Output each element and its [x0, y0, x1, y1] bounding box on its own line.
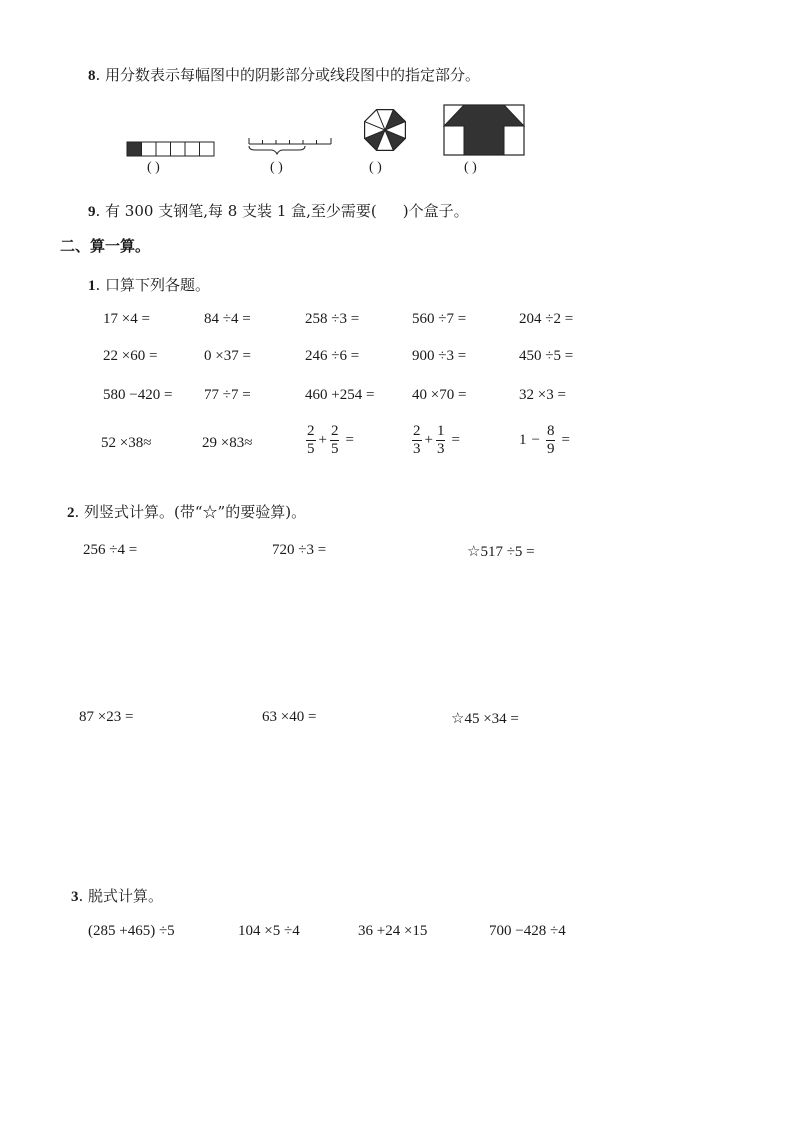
fraction-expression: $\frac{2}{5}$ + $\frac{2}{5}$ =: [307, 423, 354, 457]
oral-calc-item: 29 ×83≈: [202, 435, 253, 451]
oral-calc-item: 450 ÷5 =: [519, 348, 574, 364]
vertical-calc-item: 256 ÷4 =: [83, 542, 138, 558]
fraction-expression: 1 − $\frac{8}{9}$ =: [519, 423, 570, 457]
question-number: 8: [88, 68, 96, 84]
question-number: 2: [67, 505, 75, 521]
stepwise-calc-item: 700 −428 ÷4: [489, 923, 566, 939]
oral-calc-item: 40 ×70 =: [412, 387, 467, 403]
shaded-cell: [127, 142, 142, 156]
stepwise-calc-item: 36 +24 ×15: [358, 923, 428, 939]
oral-calc-item: 900 ÷3 =: [412, 348, 467, 364]
oral-calc-item: 246 ÷6 =: [305, 348, 360, 364]
fraction: $\frac{1}{3}$: [436, 423, 445, 457]
fraction: $\frac{2}{5}$: [330, 423, 339, 457]
oral-calc-item: 258 ÷3 =: [305, 311, 360, 327]
oral-calc-item: 32 ×3 =: [519, 387, 566, 403]
arrow-rectangle-figure: [443, 104, 525, 156]
answer-blank[interactable]: ( ): [464, 160, 477, 175]
question-number: 3: [71, 889, 79, 905]
oral-calc-item: 560 ÷7 =: [412, 311, 467, 327]
vertical-calc-item: ☆45 ×34 =: [451, 711, 519, 727]
strip-bar-figure: [126, 140, 216, 158]
vertical-calc-item: 63 ×40 =: [262, 709, 317, 725]
stepwise-calc-item: 104 ×5 ÷4: [238, 923, 300, 939]
section-title: 二、算一算。: [60, 237, 151, 255]
question-text: )个盒子。: [402, 202, 469, 220]
answer-blank[interactable]: ( ): [270, 160, 283, 175]
answer-blank[interactable]: ( ): [147, 160, 160, 175]
vertical-calc-item: 720 ÷3 =: [272, 542, 327, 558]
oral-calc-item: 84 ÷4 =: [204, 311, 251, 327]
question-number: 9: [88, 204, 96, 220]
oral-calc-item: 0 ×37 =: [204, 348, 251, 364]
vertical-calc-item: 87 ×23 =: [79, 709, 134, 725]
oral-calc-item: 52 ×38≈: [101, 435, 152, 451]
part-3-title: 3. 脱式计算。: [71, 887, 164, 905]
oral-calc-item: 22 ×60 =: [103, 348, 158, 364]
fraction: $\frac{2}{5}$: [307, 423, 315, 457]
fraction: $\frac{2}{3}$: [413, 423, 421, 457]
brace-icon: [249, 146, 305, 154]
oral-calc-item: 580 −420 =: [103, 387, 173, 403]
question-9: [88, 200, 469, 221]
oral-calc-item: 204 ÷2 =: [519, 311, 574, 327]
answer-blank[interactable]: ( ): [369, 160, 382, 175]
vertical-calc-item: ☆517 ÷5 =: [467, 544, 535, 560]
oral-calc-item: 460 +254 =: [305, 387, 375, 403]
line-segment-figure: [247, 134, 333, 158]
fraction-expression: $\frac{2}{3}$ + $\frac{1}{3}$ =: [413, 423, 460, 457]
oral-calc-item: 17 ×4 =: [103, 311, 150, 327]
question-text: . 用分数表示每幅图中的阴影部分或线段图中的指定部分。: [95, 66, 481, 84]
part-1-title: 1. 口算下列各题。: [88, 276, 211, 294]
question-8: [88, 64, 480, 85]
part-2-title: 2. 列竖式计算。(带“☆”的要验算)。: [67, 503, 307, 521]
oral-calc-item: 77 ÷7 =: [204, 387, 251, 403]
stepwise-calc-item: (285 +465) ÷5: [88, 923, 175, 939]
question-text: . 有 300 支钢笔,每 8 支装 1 盒,至少需要(: [95, 202, 377, 220]
octagon-figure: [361, 106, 409, 154]
fraction: $\frac{8}{9}$: [546, 423, 555, 457]
question-number: 1: [88, 278, 96, 294]
